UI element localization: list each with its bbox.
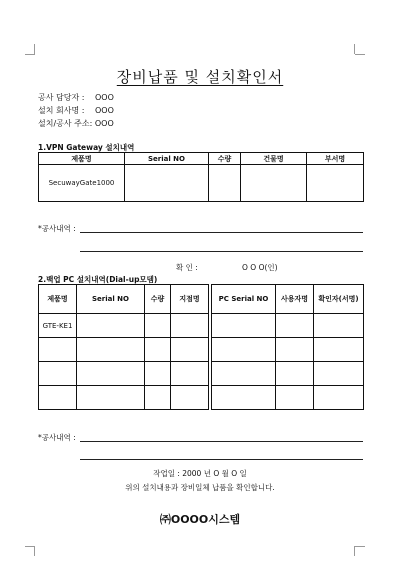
company-label: 설치 회사명 :	[38, 106, 85, 115]
header-cell: 건물명	[241, 153, 307, 165]
table-cell[interactable]	[77, 362, 145, 386]
table-cell[interactable]	[171, 338, 209, 362]
remark2-line-2[interactable]	[80, 459, 363, 460]
confirm-label: 확 인 :	[176, 263, 198, 272]
table-cell[interactable]	[314, 314, 364, 338]
vpn-gateway-table	[38, 152, 364, 202]
header-cell: 제품명	[39, 153, 125, 165]
header-cell: 지점명	[171, 285, 209, 314]
table-cell[interactable]	[212, 314, 276, 338]
table-cell[interactable]	[145, 314, 171, 338]
table-cell[interactable]	[145, 386, 171, 410]
confirmation-statement: 위의 설치내용과 장비일체 납품을 확인합니다.	[125, 483, 275, 492]
table-cell[interactable]	[212, 386, 276, 410]
company-value: OOO	[94, 106, 114, 115]
crop-mark	[354, 44, 365, 54]
section2-title: 2.백업 PC 설치내역(Dial-up모뎀)	[38, 275, 158, 284]
table-row	[39, 362, 364, 386]
header-cell: Serial NO	[125, 153, 209, 165]
table-cell[interactable]	[39, 362, 77, 386]
table-row	[39, 338, 364, 362]
table-cell[interactable]	[314, 338, 364, 362]
confirm-value: O O O(인)	[242, 263, 278, 272]
remark1-label: *공사내역 :	[38, 224, 76, 233]
manager-row	[38, 93, 114, 103]
header-cell: 사용자명	[276, 285, 314, 314]
table-cell[interactable]	[276, 386, 314, 410]
remark1-line-1[interactable]	[80, 232, 363, 233]
table-cell[interactable]: GTE-KE1	[39, 314, 77, 338]
header-cell: 수량	[209, 153, 241, 165]
manager-label: 공사 담당자 :	[38, 93, 85, 102]
table-cell[interactable]	[314, 362, 364, 386]
table-header-row	[39, 285, 364, 314]
table-row	[39, 314, 364, 338]
header-cell: 수량	[145, 285, 171, 314]
table-cell[interactable]	[145, 338, 171, 362]
remark1-line-2[interactable]	[80, 251, 363, 252]
table-cell[interactable]	[77, 338, 145, 362]
manager-value: OOO	[94, 93, 114, 102]
table-cell[interactable]	[171, 386, 209, 410]
header-cell: 제품명	[39, 285, 77, 314]
table-cell[interactable]	[307, 165, 364, 202]
remark2-label: *공사내역 :	[38, 433, 76, 442]
table-cell[interactable]	[276, 314, 314, 338]
table-cell[interactable]	[39, 386, 77, 410]
table-cell[interactable]	[212, 338, 276, 362]
table-cell[interactable]	[212, 362, 276, 386]
table-cell[interactable]	[276, 362, 314, 386]
table-cell[interactable]	[77, 314, 145, 338]
table-cell[interactable]: SecuwayGate1000	[39, 165, 125, 202]
table-header-row	[39, 153, 364, 165]
address-label: 설치/공사 주소:	[38, 119, 93, 128]
header-cell: Serial NO	[77, 285, 145, 314]
table-cell[interactable]	[39, 338, 77, 362]
work-date: 작업일 : 2000 년 O 월 O 일	[153, 469, 247, 478]
crop-mark	[354, 546, 365, 556]
section1-title: 1.VPN Gateway 설치내역	[38, 143, 135, 152]
remark2-line-1[interactable]	[80, 441, 363, 442]
table-cell[interactable]	[171, 314, 209, 338]
address-row	[38, 119, 114, 129]
crop-mark	[34, 546, 45, 556]
table-cell[interactable]	[209, 165, 241, 202]
backup-pc-table	[38, 284, 364, 410]
company-name: ㈜OOOO시스템	[159, 513, 241, 526]
table-cell[interactable]	[145, 362, 171, 386]
table-cell[interactable]	[276, 338, 314, 362]
table-cell[interactable]	[241, 165, 307, 202]
table-row	[39, 165, 364, 202]
document-title: 장비납품 및 설치확인서	[116, 68, 284, 86]
table-cell[interactable]	[171, 362, 209, 386]
company-row	[38, 106, 114, 116]
header-cell: PC Serial NO	[212, 285, 276, 314]
table-row	[39, 386, 364, 410]
table-cell[interactable]	[77, 386, 145, 410]
table-cell[interactable]	[314, 386, 364, 410]
table-cell[interactable]	[125, 165, 209, 202]
header-cell: 부서명	[307, 153, 364, 165]
header-cell: 확인자(서명)	[314, 285, 364, 314]
crop-mark	[34, 44, 45, 54]
address-value: OOO	[94, 119, 114, 128]
